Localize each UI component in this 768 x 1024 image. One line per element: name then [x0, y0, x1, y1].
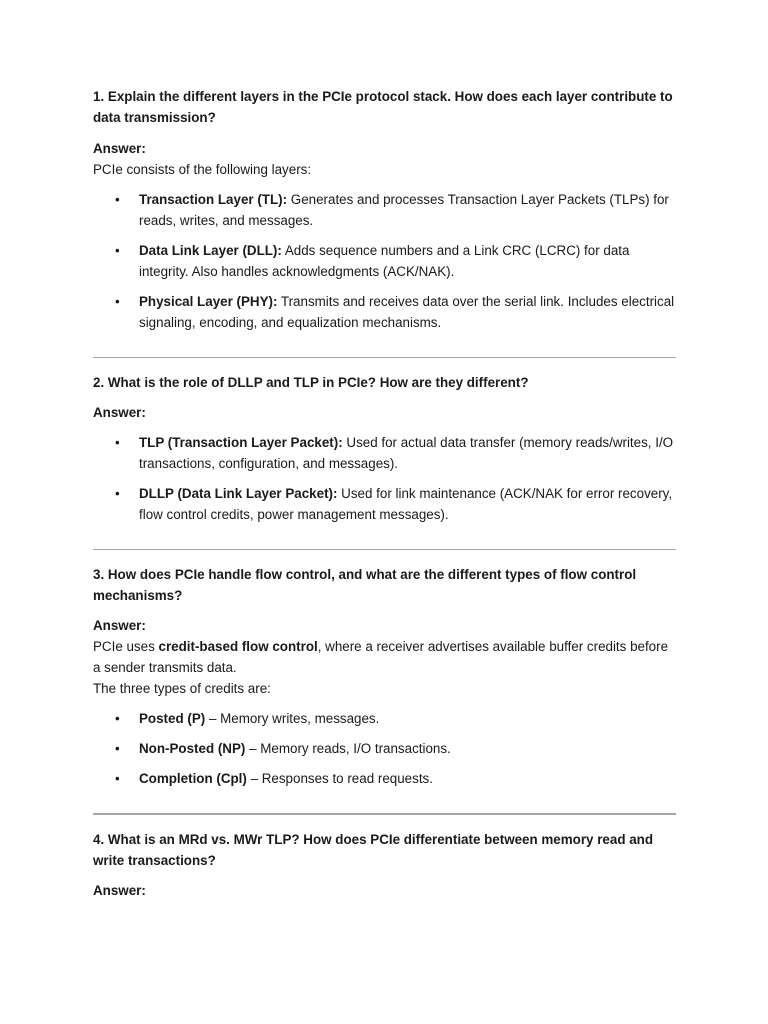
para-text-pre: PCIe uses [93, 639, 159, 654]
definition: Used for link maintenance (ACK/NAK for error recovery, flow control credits, power management messages). [139, 486, 673, 522]
definition: Adds sequence numbers and a Link CRC (LCRC) for data integrity. Also handles acknowledgments (ACK/NAK). [139, 243, 630, 279]
bullet-icon: • [115, 243, 120, 258]
term: Completion (Cpl) [139, 771, 247, 786]
answer-label-1: Answer: [93, 141, 146, 156]
section-divider [93, 813, 676, 815]
para-text-post: , where a receiver advertises available buffer credits before a sender transmits data. [93, 639, 669, 675]
list-item [93, 738, 676, 759]
bullet-icon: • [115, 435, 120, 450]
bullet-icon: • [115, 192, 120, 207]
answer-2-list [93, 432, 676, 525]
para-text-bold: credit-based flow control [158, 639, 318, 654]
answer-3-paragraph-2: The three types of credits are: [93, 681, 271, 696]
answer-label-4: Answer: [93, 883, 146, 898]
document-page [93, 86, 676, 901]
list-item [93, 240, 676, 282]
definition: – Responses to read requests. [246, 771, 433, 786]
bullet-icon: • [115, 771, 120, 786]
list-item [93, 708, 676, 729]
bullet-icon: • [115, 741, 120, 756]
bullet-icon: • [115, 486, 120, 501]
term: Transaction Layer (TL): [139, 192, 288, 207]
definition: Used for actual data transfer (memory reads/writes, I/O transactions, configuration, and messages). [139, 435, 674, 471]
term: DLLP (Data Link Layer Packet): [139, 486, 338, 501]
term: Data Link Layer (DLL): [139, 243, 282, 258]
definition: Transmits and receives data over the serial link. Includes electrical signaling, encoding, and equalization mechanisms. [139, 294, 675, 330]
answer-1-list [93, 189, 676, 333]
list-item [93, 483, 676, 525]
term: TLP (Transaction Layer Packet): [139, 435, 343, 450]
question-2: 2. What is the role of DLLP and TLP in PCIe? How are they different? [93, 375, 529, 390]
answer-1-intro: PCIe consists of the following layers: [93, 162, 312, 177]
question-3: 3. How does PCIe handle flow control, and what are the different types of flow control mechanisms? [93, 567, 637, 603]
list-item [93, 189, 676, 231]
answer-label-3: Answer: [93, 618, 146, 633]
answer-label-2: Answer: [93, 405, 146, 420]
section-divider [93, 549, 676, 550]
term: Physical Layer (PHY): [139, 294, 278, 309]
question-1: 1. Explain the different layers in the PCIe protocol stack. How does each layer contribute to data transmission? [93, 89, 673, 125]
bullet-icon: • [115, 711, 120, 726]
list-item [93, 432, 676, 474]
definition: Generates and processes Transaction Layer Packets (TLPs) for reads, writes, and messages. [139, 192, 669, 228]
list-item [93, 291, 676, 333]
question-4: 4. What is an MRd vs. MWr TLP? How does PCIe differentiate between memory read and write transactions? [93, 832, 654, 868]
answer-3-paragraph [93, 636, 676, 678]
term: Posted (P) [139, 711, 206, 726]
bullet-icon: • [115, 294, 120, 309]
definition: – Memory reads, I/O transactions. [245, 741, 451, 756]
list-item [93, 768, 676, 789]
definition: – Memory writes, messages. [205, 711, 380, 726]
section-divider [93, 357, 676, 358]
term: Non-Posted (NP) [139, 741, 246, 756]
answer-3-list [93, 708, 676, 789]
